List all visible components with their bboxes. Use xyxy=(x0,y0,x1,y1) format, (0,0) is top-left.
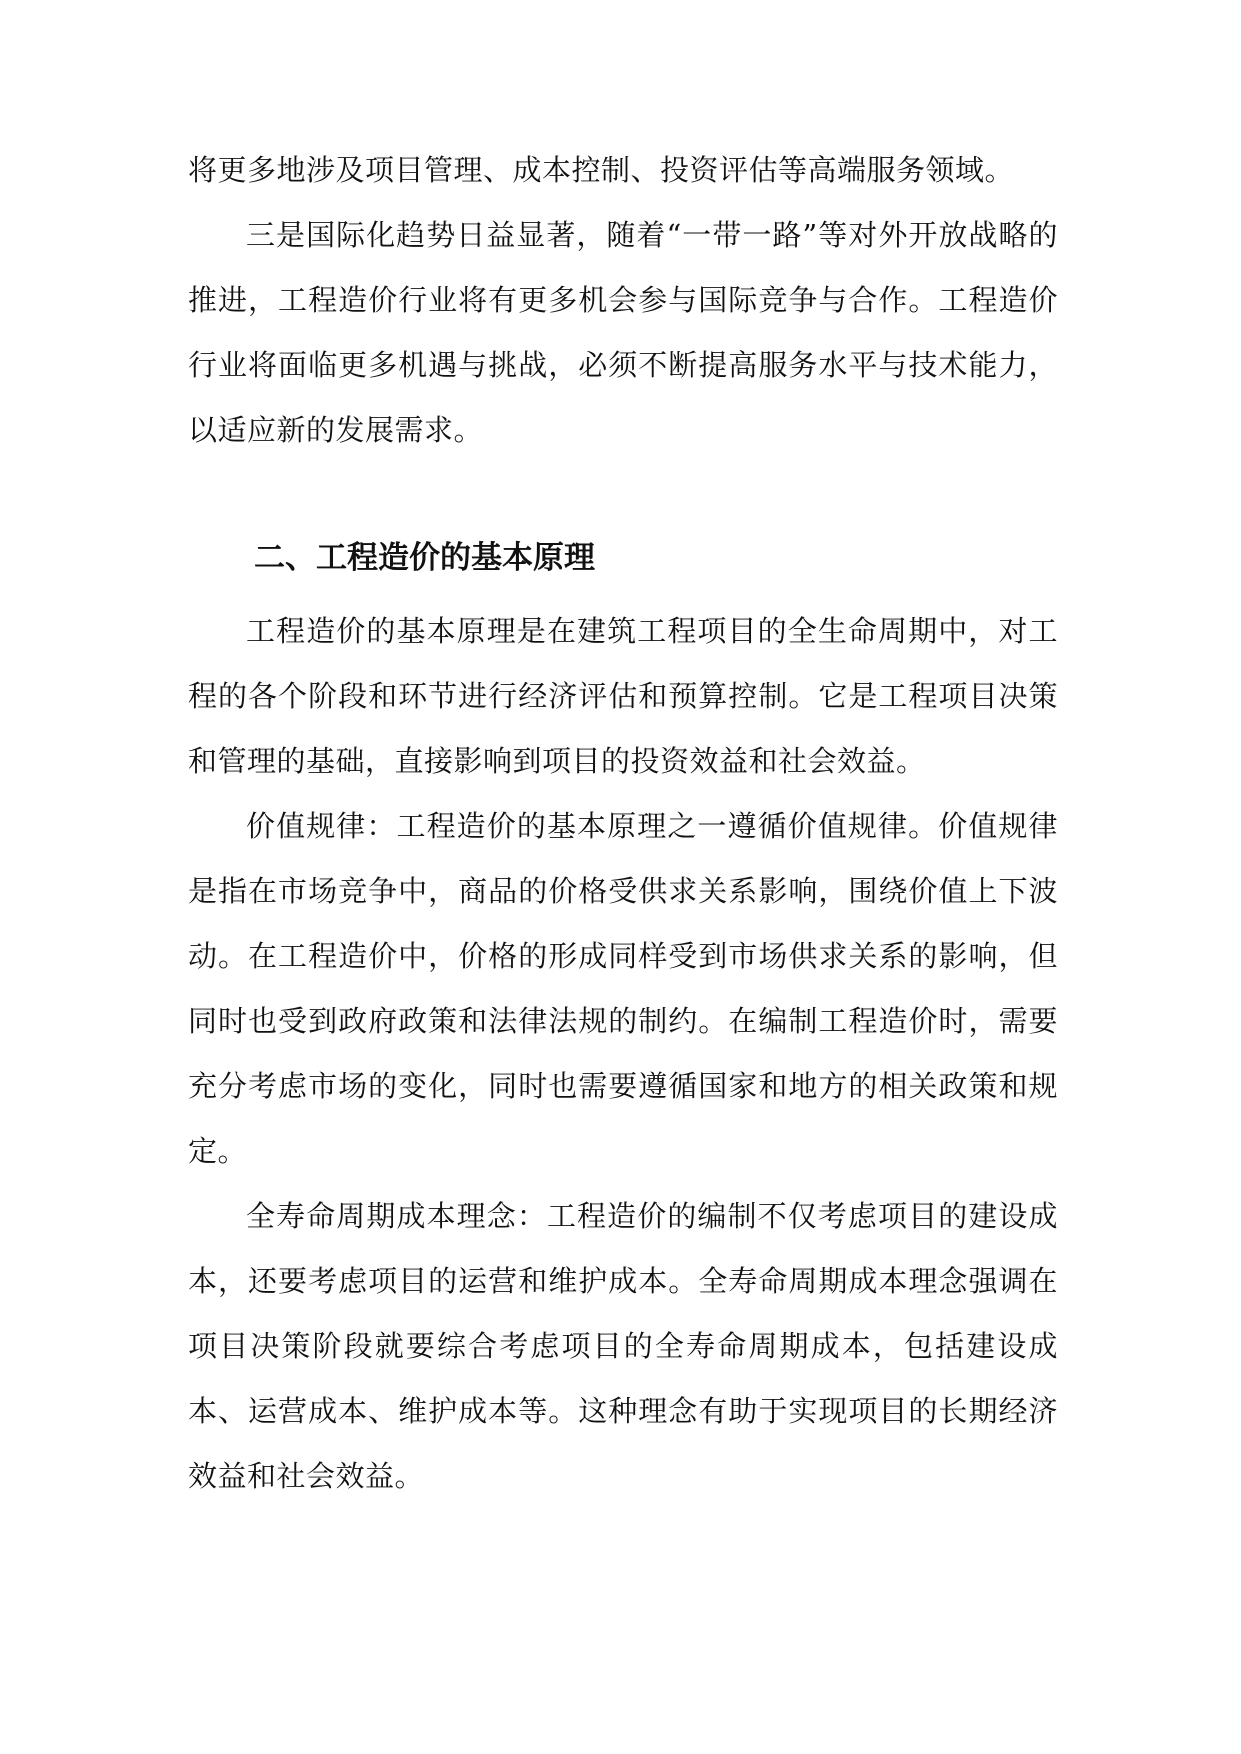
section-heading: 二、工程造价的基本原理 xyxy=(254,540,595,576)
paragraph-life-cycle-cost: 全寿命周期成本理念：工程造价的编制不仅考虑项目的建设成本，还要考虑项目的运营和维护成本。全寿命周期成本理念强调在项目决策阶段就要综合考虑项目的全寿命周期成本，包括建设成本、运营成本、维护成本等。这种理念有助于实现项目的长期经济效益和社会效益。 xyxy=(188,1199,1058,1493)
paragraph-internationalization: 三是国际化趋势日益显著，随着“一带一路”等对外开放战略的推进，工程造价行业将有更多机会参与国际竞争与合作。工程造价行业将面临更多机遇与挑战，必须不断提高服务水平与技术能力，以适应新的发展需求。 xyxy=(188,218,1058,447)
document-body xyxy=(188,138,1058,1509)
paragraph-basic-principle: 工程造价的基本原理是在建筑工程项目的全生命周期中，对工程的各个阶段和环节进行经济评估和预算控制。它是工程项目决策和管理的基础，直接影响到项目的投资效益和社会效益。 xyxy=(188,614,1058,778)
paragraph-value-law: 价值规律：工程造价的基本原理之一遵循价值规律。价值规律是指在市场竞争中，商品的价格受供求关系影响，围绕价值上下波动。在工程造价中，价格的形成同样受到市场供求关系的影响，但同时也受到政府政策和法律法规的制约。在编制工程造价时，需要充分考虑市场的变化，同时也需要遵循国家和地方的相关政策和规定。 xyxy=(188,809,1058,1168)
paragraph-continuation: 将更多地涉及项目管理、成本控制、投资评估等高端服务领域。 xyxy=(188,153,1015,187)
